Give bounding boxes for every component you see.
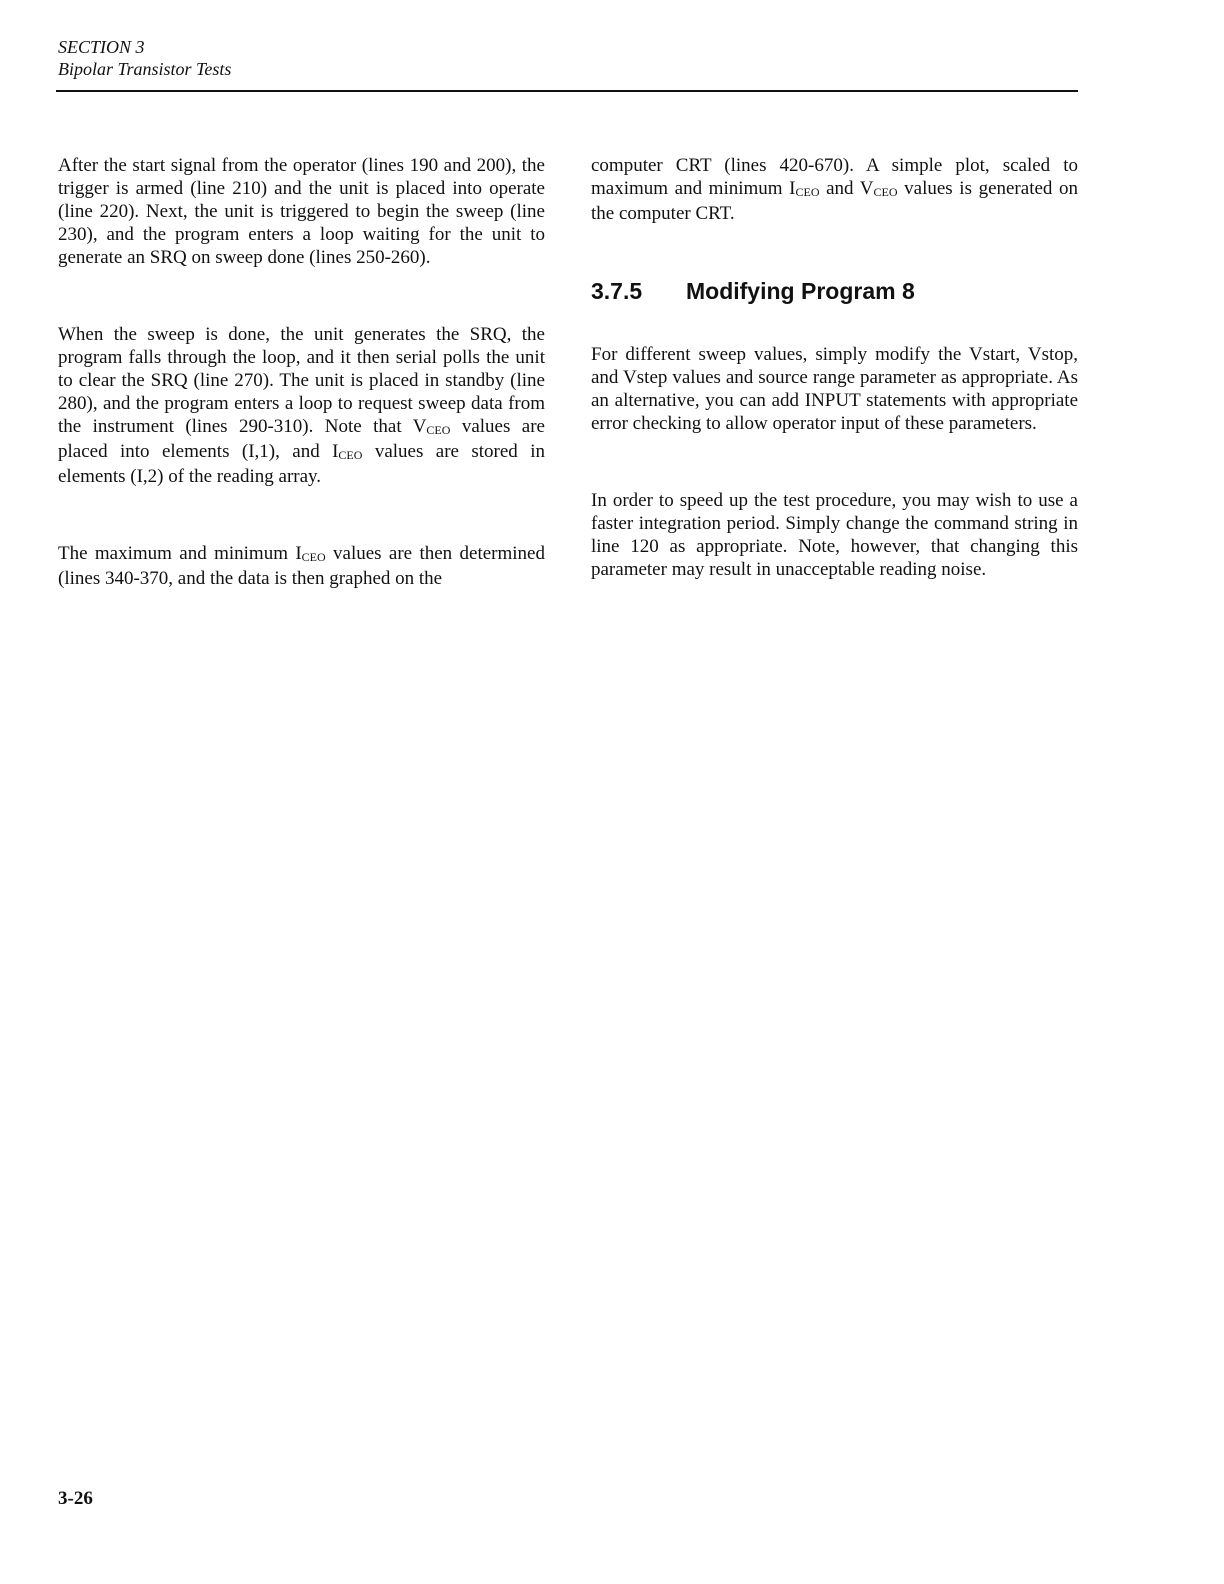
section-heading — [591, 277, 1078, 305]
subscript: CEO — [426, 423, 451, 437]
text-run: The maximum and minimum I — [58, 543, 302, 564]
text-run: values are placed into elements (I,1), and I — [58, 416, 545, 462]
paragraph-sweep-done — [58, 323, 545, 488]
section-number: 3.7.5 — [591, 278, 643, 304]
page-number: 3-26 — [58, 1488, 93, 1509]
paragraph-start-signal: After the start signal from the operator (lines 190 and 200), the trigger is armed (line 210) and the unit is placed into operate (line 220). Next, the unit is triggered to begin the sweep (line 230), and the program enters a loop waiting for the unit to generate an SRQ on sweep done (lines 250-260). — [58, 155, 545, 268]
right-column — [591, 154, 1078, 581]
paragraph-max-min — [58, 542, 545, 590]
text-run: computer CRT (lines 420-670). A simple plot, scaled to maximum and minimum I — [591, 155, 1078, 199]
subscript: CEO — [301, 550, 326, 564]
header-rule — [56, 90, 1078, 92]
subscript: CEO — [338, 448, 363, 462]
paragraph-sweep-values: For different sweep values, simply modify the Vstart, Vstop, and Vstep values and source range parameter as appropriate. As an alternative, you can add INPUT statements with appropriate error checking to allow operator input of these parameters. — [591, 344, 1078, 434]
paragraph-crt-plot — [591, 154, 1078, 225]
subscript: CEO — [795, 185, 820, 199]
text-run: When the sweep is done, the unit generates the SRQ, the program falls through the loop, and it then serial polls the unit to clear the SRQ (line 270). The unit is placed in standby (line 280), and the program enters a loop to request sweep data from the instrument (lines 290-310). Note that V — [58, 324, 545, 437]
text-run: values are stored in elements (I,2) of the reading array. — [58, 441, 545, 487]
section-title: Modifying Program 8 — [686, 278, 915, 304]
section-label: SECTION 3 — [58, 37, 145, 57]
text-run: values are then determined (lines 340-370, and the data is then graphed on the — [58, 543, 545, 589]
section-subtitle: Bipolar Transistor Tests — [58, 59, 232, 79]
text-run: values is generated on the computer CRT. — [591, 178, 1079, 224]
left-column — [58, 154, 545, 590]
paragraph-integration-period: In order to speed up the test procedure, you may wish to use a faster integration period. Simply change the command string in line 120 as appropriate. Note, however, that changing this parameter may result in unacceptable reading noise. — [591, 490, 1078, 580]
subscript: CEO — [873, 185, 898, 199]
page-header — [58, 36, 1078, 80]
text-run: and V — [819, 178, 874, 199]
